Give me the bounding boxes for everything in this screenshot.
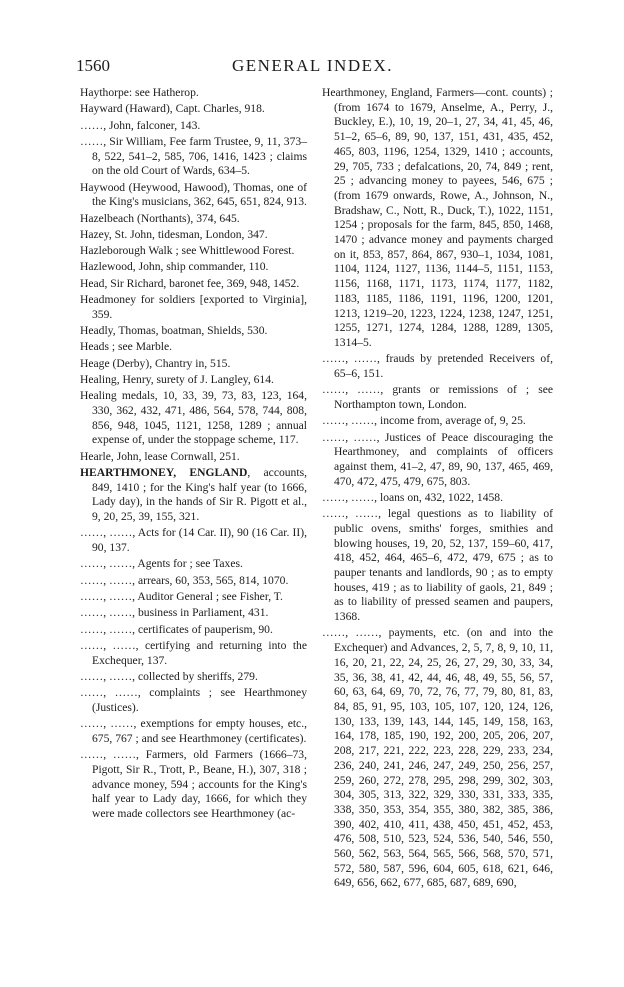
index-entry: ……, John, falconer, 143. xyxy=(80,118,201,132)
index-entry: ……, ……, frauds by pretended Receivers of, 65–6, 151. xyxy=(322,352,553,380)
index-entry: ……, ……, grants or remissions of ; see Northampton town, London. xyxy=(322,383,553,411)
index-entry: Hearthmoney, England, Farmers—cont. counts) ; (from 1674 to 1679, Anselme, A., Perry, J., Buckley, E.), 10, 19, 20–1, 27, 34, 41, 45, 46, 51–2, 65–6, 89, 90, 137, 151, 431, 435, 452, 465, 803, 1196, 1254, 1329, 1410 ; accounts, 29, 705, 733 ; defalcations, 20, 74, 849 ; rent, 25 ; advancing money to payees, 546, 675 ; (from 1679 onwards, Rowe, A., Johnson, N., Bradshaw, C., Nott, R., Duck, T.), 1022, 1151, 1254 ; proposals for the farm, 845, 850, 1468, 1470 ; advance money and payments charged on it, 853, 857, 864, 867, 930–1, 1034, 1081, 1104, 1124, 1127, 1136, 1144–5, 1151, 1153, 1156, 1168, 1171, 1173, 1174, 1177, 1182, 1183, 1185, 1186, 1191, 1196, 1200, 1201, 1213, 1219–20, 1223, 1224, 1238, 1247, 1251, 1255, 1271, 1274, 1284, 1288, 1289, 1305, 1314–5. xyxy=(322,86,553,349)
index-entry: ……, ……, certificates of pauperism, 90. xyxy=(80,622,273,636)
index-entry: ……, ……, business in Parliament, 431. xyxy=(80,606,269,620)
index-entry: ……, ……, income from, average of, 9, 25. xyxy=(322,414,526,428)
index-column-right xyxy=(322,86,553,893)
index-entry: Hazlewood, John, ship commander, 110. xyxy=(80,260,269,274)
index-entry: Heage (Derby), Chantry in, 515. xyxy=(80,356,231,370)
index-entry: Haywood (Heywood, Hawood), Thomas, one of the King's musicians, 362, 645, 651, 824, 913. xyxy=(80,180,307,209)
index-entry: Heads ; see Marble. xyxy=(80,340,173,354)
index-entry: ……, ……, loans on, 432, 1022, 1458. xyxy=(322,490,503,504)
index-entry: ……, Sir William, Fee farm Trustee, 9, 11, 373–8, 522, 541–2, 585, 706, 1416, 1423 ; claims on the old Court of Wards, 634–5. xyxy=(80,134,307,178)
index-entry: ……, ……, payments, etc. (on and into the Exchequer) and Advances, 2, 5, 7, 8, 9, 10, 11, 16, 20, 21, 22, 24, 25, 26, 27, 29, 30, 33, 34, 35, 36, 38, 41, 42, 44, 46, 48, 49, 55, 56, 57, 60, 63, 64, 69, 70, 72, 76, 77, 79, 80, 81, 83, 84, 85, 91, 95, 103, 105, 107, 120, 124, 126, 130, 133, 139, 143, 144, 145, 149, 158, 163, 164, 178, 185, 190, 192, 200, 205, 206, 207, 208, 217, 221, 222, 223, 228, 229, 233, 234, 236, 240, 241, 246, 247, 249, 250, 256, 257, 259, 260, 272, 278, 295, 298, 299, 302, 303, 304, 305, 313, 322, 329, 330, 331, 333, 335, 338, 350, 353, 354, 355, 380, 382, 385, 386, 390, 402, 410, 411, 438, 450, 451, 452, 453, 476, 508, 510, 523, 524, 536, 540, 546, 550, 560, 562, 563, 564, 565, 566, 568, 570, 571, 572, 580, 587, 596, 604, 605, 618, 621, 646, 649, 656, 662, 677, 685, 687, 689, 690, xyxy=(322,626,553,890)
index-entry: ……, ……, exemptions for empty houses, etc., 675, 767 ; and see Hearthmoney (certificates). xyxy=(80,717,307,745)
index-entry: Hazleborough Walk ; see Whittlewood Forest. xyxy=(80,244,295,258)
index-entry: Haythorpe: see Hatherop. xyxy=(80,86,199,99)
index-entry: ……, ……, Acts for (14 Car. II), 90 (16 Car. II), 90, 137. xyxy=(80,526,307,555)
index-entry: ……, ……, Auditor General ; see Fisher, T. xyxy=(80,589,283,603)
page-header xyxy=(76,56,549,80)
index-entry: Headly, Thomas, boatman, Shields, 530. xyxy=(80,324,268,338)
index-entry: Hearle, John, lease Cornwall, 251. xyxy=(80,449,240,463)
index-entry: ……, ……, Agents for ; see Taxes. xyxy=(80,557,243,571)
index-column-left xyxy=(80,86,307,823)
index-entry: ……, ……, arrears, 60, 353, 565, 814, 1070. xyxy=(80,573,289,587)
page-number: 1560 xyxy=(76,56,110,75)
page-title: GENERAL INDEX. xyxy=(231,56,394,75)
index-entry: Hazey, St. John, tidesman, London, 347. xyxy=(80,227,268,241)
index-entry: HEARTHMONEY, ENGLAND, accounts, 849, 1410 ; for the King's half year (to 1666, Lady day), in the hands of Sir R. Pigott et al., 9, 20, 25, 39, 155, 321. xyxy=(80,465,307,524)
index-entry: Headmoney for soldiers [exported to Virginia], 359. xyxy=(80,293,307,321)
index-entry: ……, ……, Justices of Peace discouraging the Hearthmoney, and complaints of officers against them, 41–2, 47, 89, 90, 137, 465, 469, 470, 472, 475, 479, 675, 803. xyxy=(322,430,553,488)
index-entry: ……, ……, complaints ; see Hearthmoney (Justices). xyxy=(80,686,307,714)
index-entry: ……, ……, Farmers, old Farmers (1666–73, Pigott, Sir R., Trott, P., Beane, H.), 307, 318 ; advance money, 594 ; accounts for the King's half year to Lady day, 1666, for which they were made collectors see Hearthmoney (ac- xyxy=(80,748,307,820)
index-entry: Hayward (Haward), Capt. Charles, 918. xyxy=(80,102,265,116)
index-entry: Healing medals, 10, 33, 39, 73, 83, 123, 164, 330, 362, 432, 471, 486, 564, 578, 744, 808, 856, 948, 1045, 1121, 1258, 1289 ; annual expense of, under the stoppage scheme, 117. xyxy=(80,389,307,447)
index-entry: Healing, Henry, surety of J. Langley, 614. xyxy=(80,372,274,386)
index-entry: ……, ……, certifying and returning into the Exchequer, 137. xyxy=(80,638,307,667)
index-entry: ……, ……, legal questions as to liability of public ovens, smiths' forges, smithies and blowing houses, 19, 20, 52, 137, 159–60, 417, 418, 452, 464, 465–6, 472, 479, 675 ; as to pauper tenants and landlords, 90 ; as to empty houses, 419 ; as to liability of gaols, 21, 849 ; as to liability of pressed seamen and paupers, 1368. xyxy=(322,507,553,624)
index-entry: Hazelbeach (Northants), 374, 645. xyxy=(80,211,240,225)
index-entry: Head, Sir Richard, baronet fee, 369, 948, 1452. xyxy=(80,276,300,290)
index-entry: ……, ……, collected by sheriffs, 279. xyxy=(80,669,258,683)
